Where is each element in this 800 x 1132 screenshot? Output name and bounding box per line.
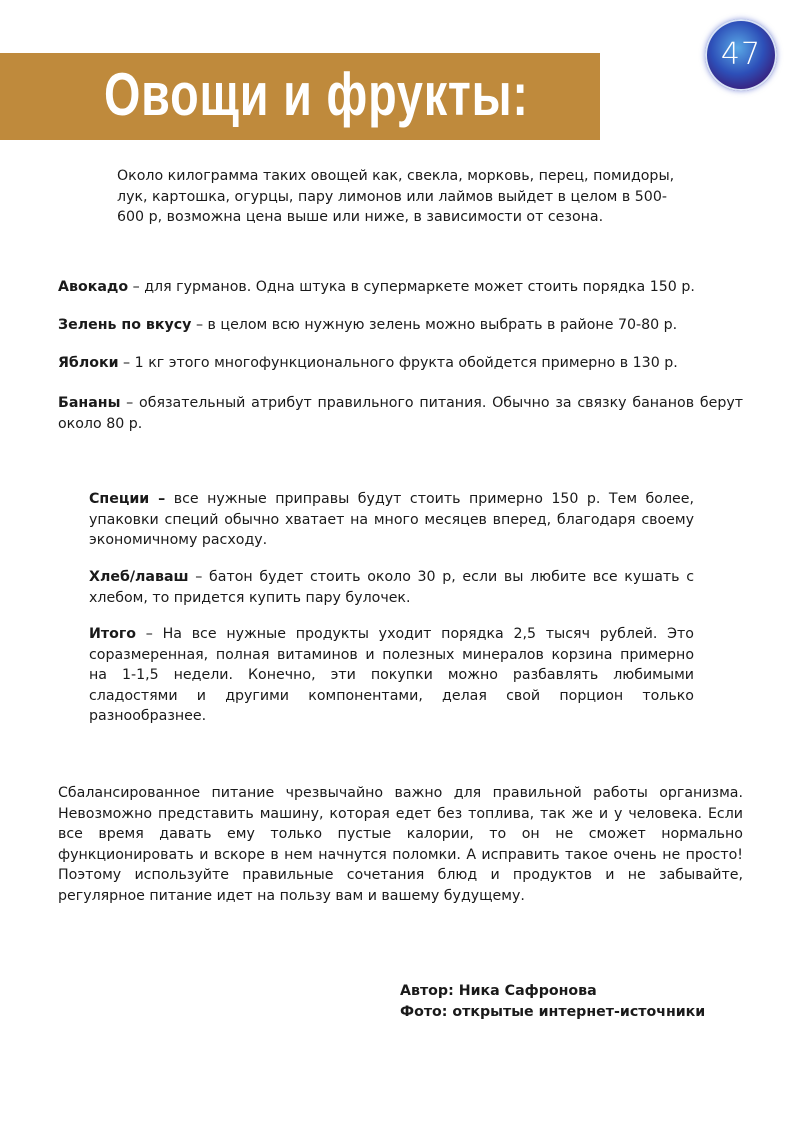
item-bread (89, 567, 694, 608)
item-text: все нужные приправы будут стоить примерно 150 р. Тем более, упаковки специй обычно хватает на много месяцев вперед, благодаря своему экономичному расходу. (89, 491, 694, 548)
item-term: Авокадо (58, 279, 129, 295)
item-greens (58, 315, 748, 336)
item-term: Специи – (89, 491, 166, 507)
photo-credit: Фото: открытые интернет-источники (400, 1004, 706, 1020)
summary-paragraph: Сбалансированное питание чрезвычайно важно для правильной работы организма. Невозможно представить машину, которая едет без топлива, так же и у человека. Если все время давать ему только пустые калории, то он не сможет нормально функционировать и вскоре в нем начнутся поломки. А исправить такое очень не просто! Поэтому используйте правильные сочетания блюд и продуктов и не забывайте, регулярное питание идет на пользу вам и вашему будущему. (58, 785, 743, 904)
item-term: Хлеб/лаваш (89, 569, 189, 585)
item-text: – На все нужные продукты уходит порядка 2,5 тысяч рублей. Это соразмеренная, полная витаминов и полезных минералов корзина примерно на 1-1,5 недели. Конечно, эти покупки можно разбавлять любимыми сладостями и другими компонентами, делая свой порцион только разнообразнее. (89, 626, 694, 724)
item-term: Яблоки (58, 355, 119, 371)
credits (400, 981, 760, 1023)
item-total (89, 624, 694, 727)
item-apples (58, 353, 748, 374)
item-term: Бананы (58, 395, 121, 411)
item-bananas (58, 393, 743, 434)
item-text: – обязательный атрибут правильного питания. Обычно за связку бананов берут около 80 р. (58, 395, 743, 432)
item-spices (89, 489, 694, 551)
page-title: Овощи и фрукты: (104, 61, 529, 128)
item-term: Итого (89, 626, 137, 642)
item-text: – для гурманов. Одна штука в супермаркете может стоить порядка 150 р. (128, 279, 695, 295)
item-text: – батон будет стоить около 30 р, если вы любите все кушать с хлебом, то придется купить пару булочек. (89, 569, 694, 606)
intro-paragraph: Около килограмма таких овощей как, свекла, морковь, перец, помидоры, лук, картошка, огурцы, пару лимонов или лаймов выйдет в целом в 500-600 р, возможна цена выше или ниже, в зависимости от сезона. (117, 168, 675, 225)
item-term: Зелень по вкусу (58, 317, 192, 333)
author-credit: Автор: Ника Сафронова (400, 983, 597, 999)
page-number: 47 (720, 37, 762, 72)
item-text: – в целом всю нужную зелень можно выбрать в районе 70-80 р. (191, 317, 678, 333)
title-banner (0, 53, 600, 140)
page-number-badge (705, 19, 777, 91)
item-avocado (58, 277, 748, 298)
item-text: – 1 кг этого многофункционального фрукта обойдется примерно в 130 р. (118, 355, 678, 371)
